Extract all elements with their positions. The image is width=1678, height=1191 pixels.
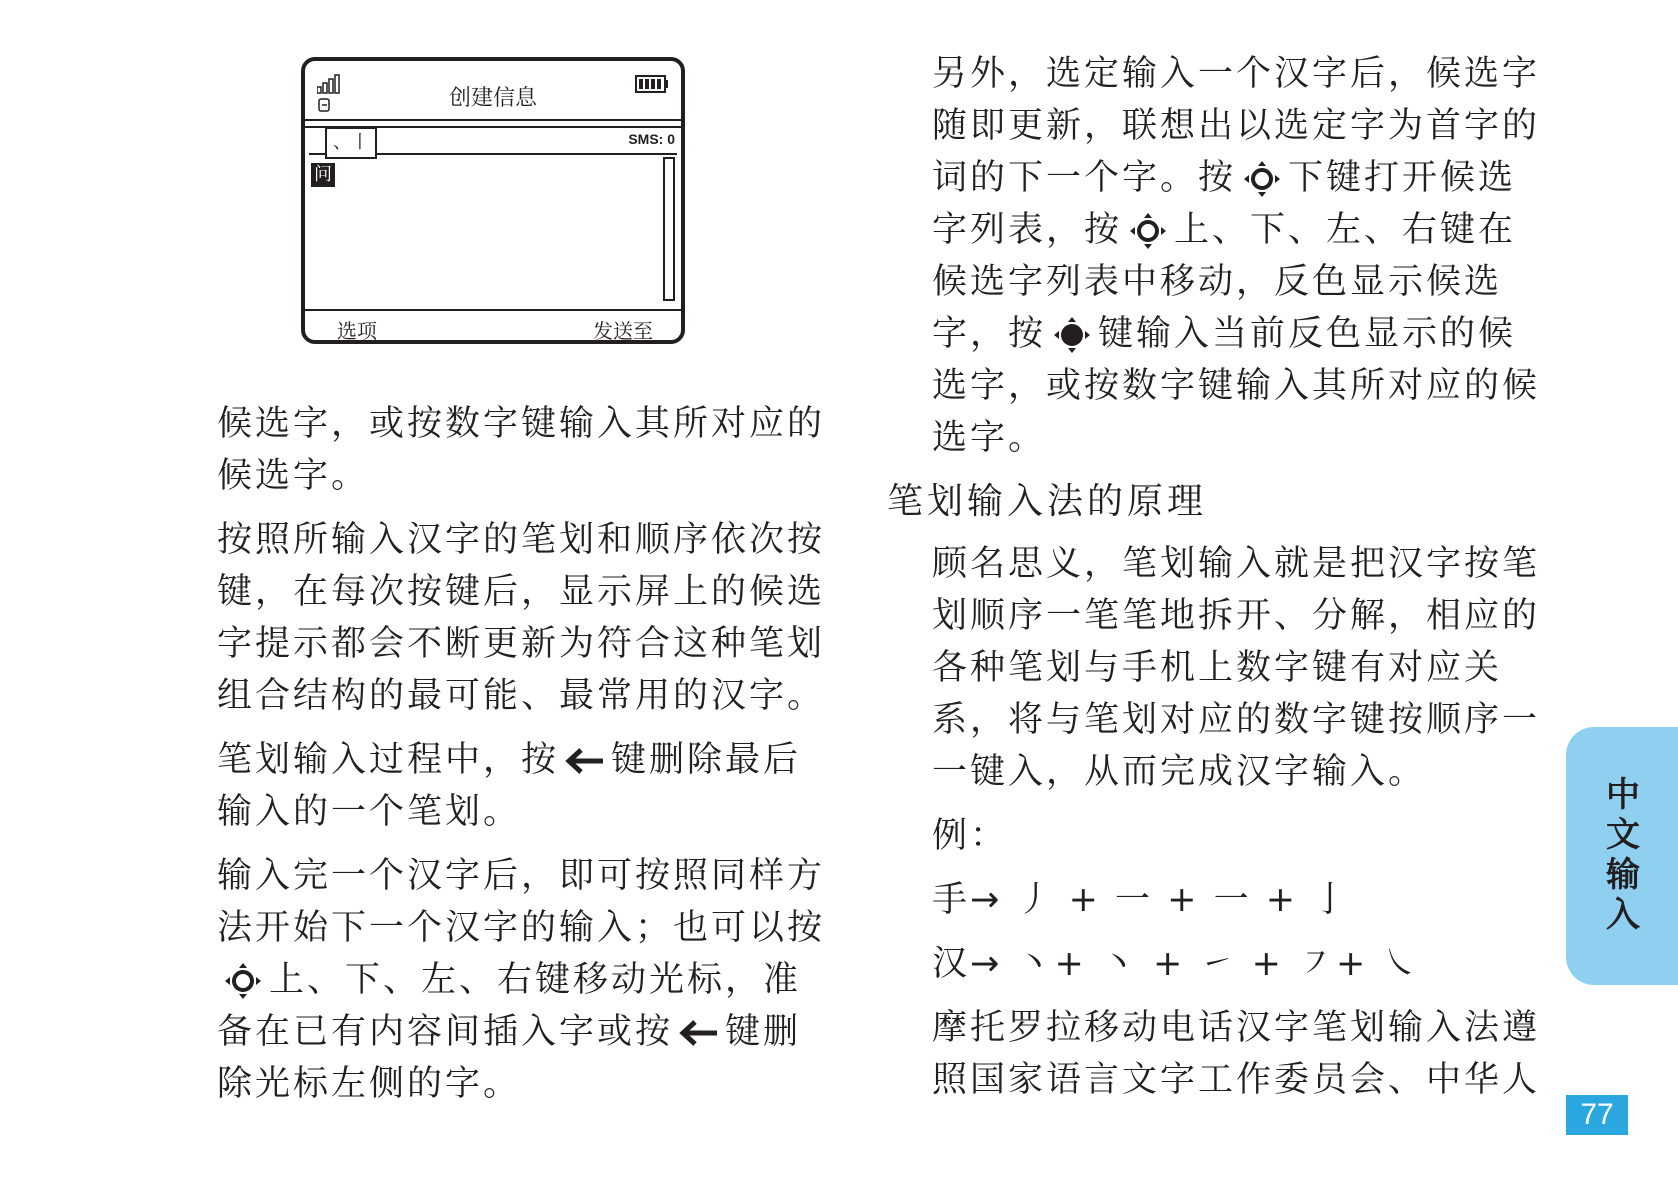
paragraph-text: 下键打开候选字列表，按 [932,158,1517,250]
paragraph [217,734,837,838]
example-line: 汉→ 丶+ 丶 + ㇀ + ㇇+ ㇏ [932,944,1421,984]
paragraph-text: 键删除最后输入的一个笔划。 [217,740,802,832]
paragraph [217,850,837,1110]
divider [305,309,681,311]
paragraph: 候选字，或按数字键输入其所对应的候选字。 [217,404,826,496]
example-line: 手→ 丿 + 一 + 一 + 亅 [932,880,1351,920]
stroke-input[interactable]: 、丨 [325,127,377,159]
example-label: 例： [932,816,1009,856]
stroke-input-row[interactable] [309,129,677,155]
section-heading: 笔划输入法的原理 [887,481,1208,522]
sms-counter: SMS: 0 [628,131,675,147]
divider [305,119,681,121]
paragraph-text: 输入完一个汉字后，即可按照同样方法开始下一个汉字的输入；也可以按 [217,856,826,948]
nav-key-icon [1242,159,1282,199]
nav-key-icon [223,961,263,1001]
paragraph: 摩托罗拉移动电话汉字笔划输入法遵照国家语言文字工作委员会、中华人 [932,1008,1541,1100]
chapter-tab-label: 中文输入 [1606,775,1640,935]
battery-icon [635,75,669,93]
paragraph-text: 键删除光标左侧的字。 [217,1012,802,1104]
center-select-icon [1052,315,1092,355]
paragraph-text: 键输入当前反色显示的候选字，或按数字键输入其所对应的候选字。 [932,314,1541,458]
left-soft-key[interactable]: 选项 [337,319,377,343]
paragraph: 顾名思义，笔划输入就是把汉字按笔划顺序一笔笔地拆开、分解，相应的各种笔划与手机上数字键有对应关系，将与笔划对应的数字键按顺序一一键入，从而完成汉字输入。 [932,544,1541,792]
nav-key-icon [1128,211,1168,251]
right-soft-key[interactable]: 发送至 [593,319,653,343]
phone-screen [301,57,685,344]
paragraph-text: 笔划输入过程中，按 [217,740,560,780]
paragraph-text: 另外，选定输入一个汉字后，候选字随即更新，联想出以选定字为首字的词的下一个字。按 [932,54,1541,198]
paragraph: 按照所输入汉字的笔划和顺序依次按键，在每次按键后，显示屏上的候选字提示都会不断更新为符合这种笔划组合结构的最可能、最常用的汉字。 [217,520,826,716]
back-arrow-icon [565,746,605,776]
paragraph-text: 上、下、左、右键移动光标，准备在已有内容间插入字或按 [217,960,802,1052]
screen-title: 创建信息 [448,86,537,111]
back-arrow-icon [679,1018,719,1048]
right-column [887,48,1552,1118]
chapter-tab [1566,727,1678,985]
page-number: 77 [1566,1095,1628,1135]
paragraph [932,48,1552,464]
paragraph-text: 上、下、左、右键在候选字列表中移动，反色显示候选字，按 [932,210,1517,354]
scrollbar[interactable] [663,157,675,301]
candidate-character[interactable]: 问 [311,163,335,187]
left-column [217,398,837,1122]
